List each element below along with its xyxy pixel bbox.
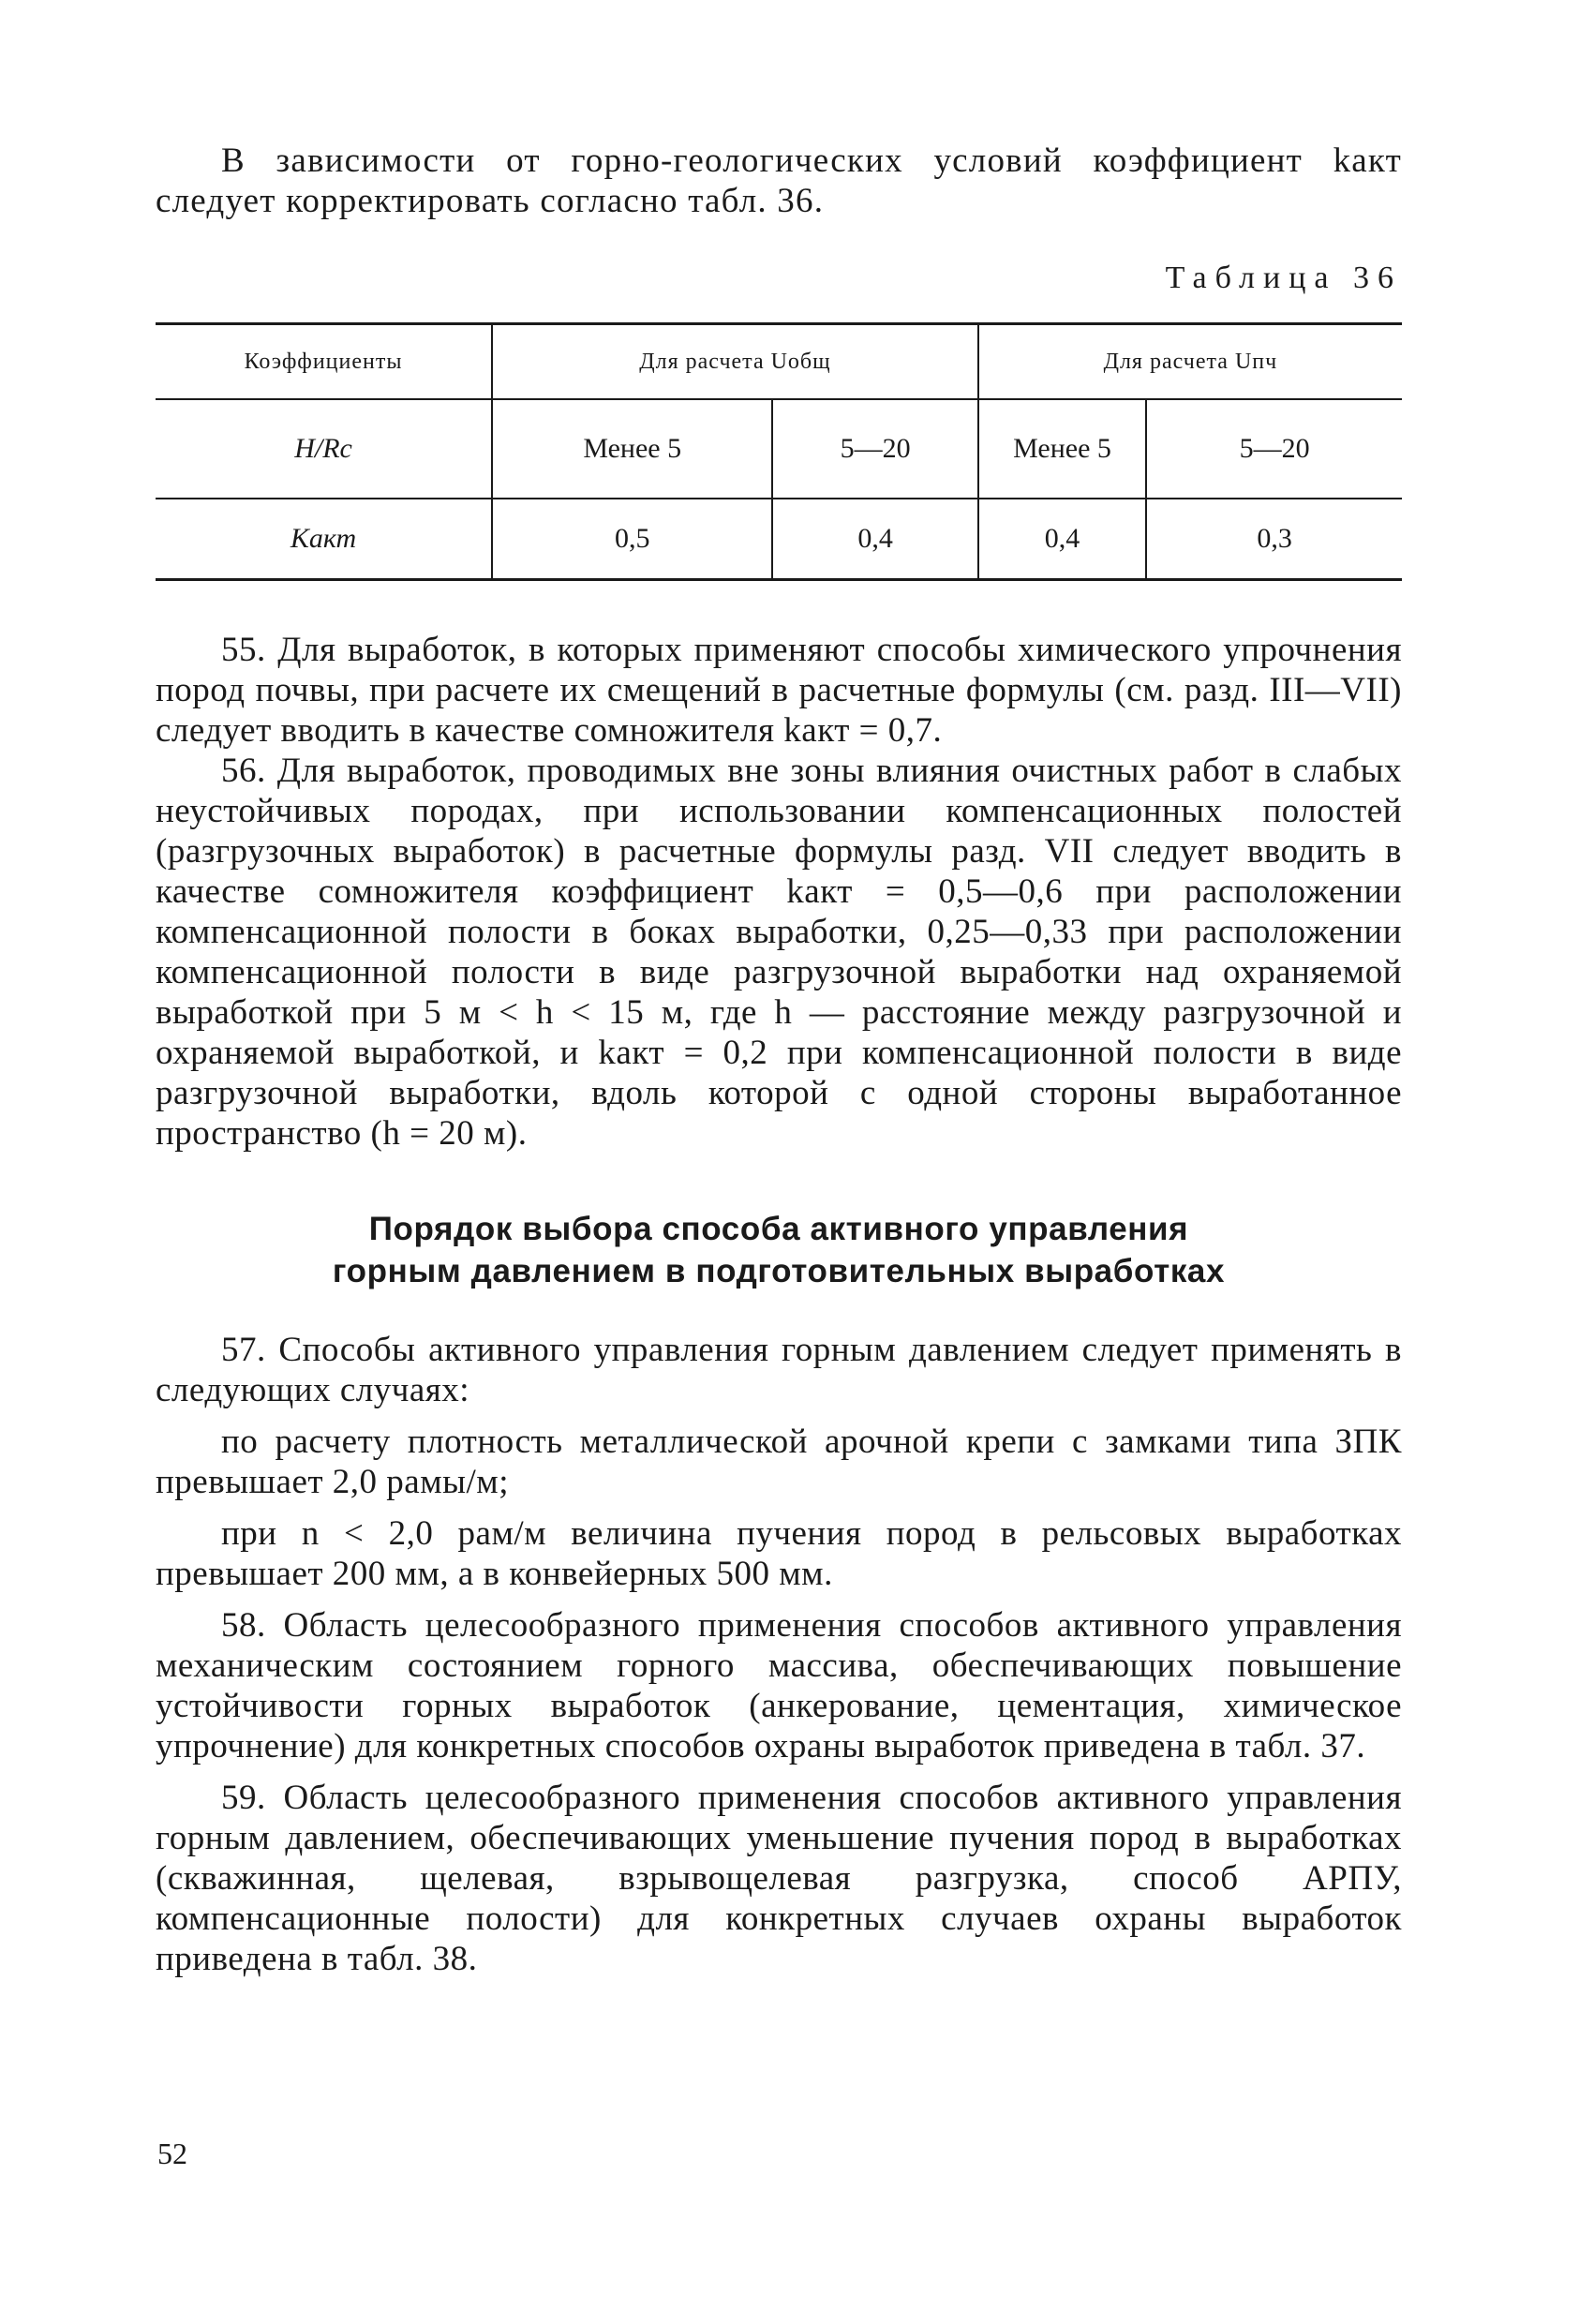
row-label-kakt: Kакт: [290, 523, 357, 554]
table-row: [156, 499, 1402, 580]
coefficients-table: [156, 322, 1402, 581]
paragraph-57: 57. Способы активного управления горным давлением следует применять в следующих случаях:: [156, 1331, 1402, 1409]
paragraph-55: 55. Для выработок, в которых применяют способы химического упрочнения пород почвы, при расчете их смещений в расчетные формулы (см. разд. III—VII) следует вводить в качестве сомножителя kакт = 0,7.: [156, 631, 1402, 750]
paragraph-56: 56. Для выработок, проводимых вне зоны влияния очистных работ в слабых неустойчивых породах, при использовании компенсационных полостей (разгрузочных выработок) в расчетные формулы разд. VII следует вводить в качестве сомножителя коэффициент kакт = 0,5—0,6 при расположении компенсационной полости в боках выработки, 0,25—0,33 при расположении компенсационной полости в виде разгрузочной выработки над охраняемой выработкой при 5 м < h < 15 м, где h — расстояние между разгрузочной и охраняемой выработкой, и kакт = 0,2 при компенсационной полости в виде разгрузочной выработки, вдоль которой с одной стороны выработанное пространство (h = 20 м).: [156, 752, 1402, 1153]
table-cell: 0,4: [772, 499, 977, 580]
table-row: [156, 399, 1402, 499]
section-title-line-1: Порядок выбора способа активного управления: [368, 1211, 1189, 1247]
paragraph-57-case-2: при n < 2,0 рам/м величина пучения пород в рельсовых выработках превышает 200 мм, а в конвейерных 500 мм.: [156, 1514, 1402, 1593]
intro-paragraph: В зависимости от горно-геологических условий коэффициент kакт следует корректировать согласно табл. 36.: [156, 142, 1402, 220]
paragraph-59: 59. Область целесообразного применения способов активного управления горным давлением, обеспечивающих уменьшение пучения пород в выработках (скважинная, щелевая, взрывощелевая разгрузка, способ АРПУ, компенсационные полости) для конкретных случаев охраны выработок приведена в табл. 38.: [156, 1779, 1402, 1978]
table-cell: 5—20: [1146, 399, 1402, 499]
header-coefficients: Коэффициенты: [244, 349, 403, 374]
row-label-h-rc: H/Rс: [294, 433, 352, 464]
table-cell: 0,3: [1146, 499, 1402, 580]
header-group-upch: Для расчета Uпч: [978, 324, 1402, 400]
section-title: [156, 1208, 1402, 1292]
section-title-line-2: горным давлением в подготовительных выработках: [332, 1253, 1226, 1289]
page-number: 52: [157, 2137, 187, 2170]
paragraph-58: 58. Область целесообразного применения способов активного управления механическим состоянием горного массива, обеспечивающих повышение устойчивости горных выработок (анкерование, цементация, химическое упрочнение) для конкретных способов охраны выработок приведена в табл. 37.: [156, 1606, 1402, 1765]
paragraph-57-case-1: по расчету плотность металлической арочной крепи с замками типа ЗПК превышает 2,0 рамы/м;: [156, 1423, 1402, 1501]
table-caption: Таблица 36: [1165, 261, 1402, 295]
page-content: [156, 141, 1402, 1979]
table-cell: Менее 5: [978, 399, 1147, 499]
table-header-row: [156, 324, 1402, 400]
table-cell: Менее 5: [492, 399, 772, 499]
table-cell: 5—20: [772, 399, 977, 499]
table-cell: 0,5: [492, 499, 772, 580]
header-group-uobsh: Для расчета Uобщ: [492, 324, 978, 400]
table-cell: 0,4: [978, 499, 1147, 580]
